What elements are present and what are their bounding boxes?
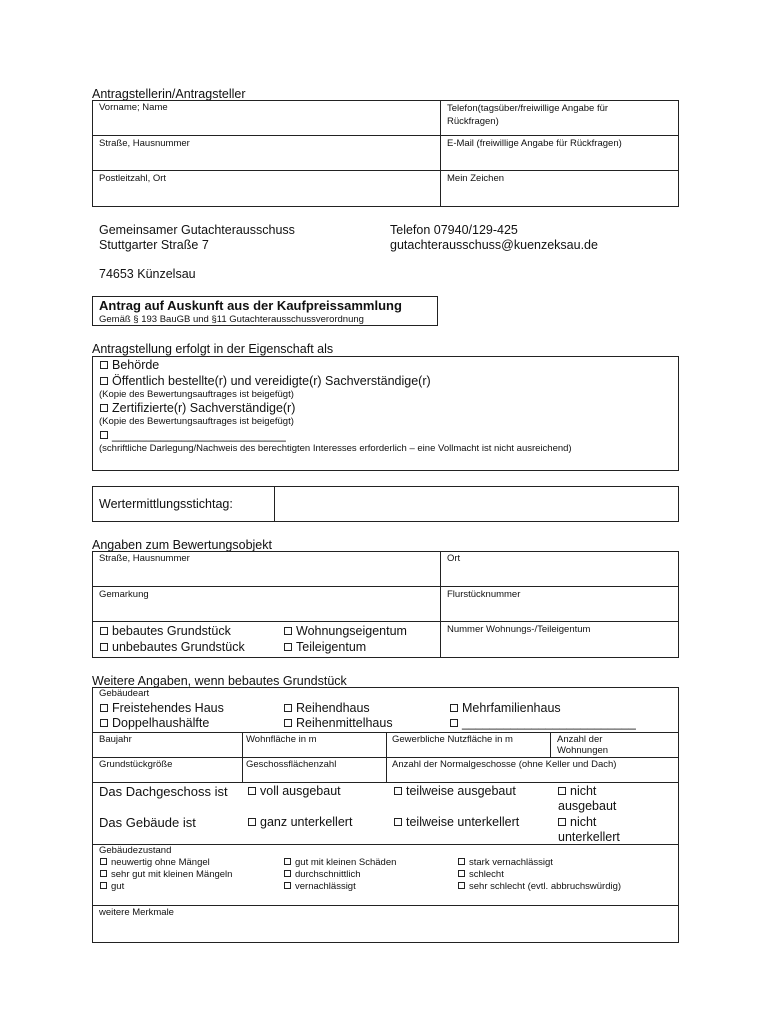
type-row-option[interactable] [284,701,370,716]
option-label: _________________________ [112,428,286,442]
year-field[interactable]: Baujahr [99,734,132,745]
attic-none-option[interactable] [558,784,596,799]
object-unbuilt-option[interactable] [100,640,245,655]
option-label: vernachlässigt [295,881,356,892]
checkbox-icon [100,858,107,865]
option-label: Behörde [112,358,160,372]
divider [92,782,679,783]
checkbox-icon [394,818,402,826]
checkbox-icon [100,627,108,635]
divider [92,757,679,758]
checkbox-icon [100,882,107,889]
object-built-option[interactable] [100,624,231,639]
capacity-note-interest: (schriftliche Darlegung/Nachweis des berechtigten Interesses erforderlich – eine Vollmacht ist nicht ausreichend) [99,443,572,454]
object-partial-option[interactable] [284,640,366,655]
object-apartment-option[interactable] [284,624,407,639]
object-place-field[interactable]: Ort [447,553,461,564]
cond-good-small-option[interactable] [284,857,396,869]
checkbox-icon [100,431,108,439]
checkbox-icon [458,882,465,889]
option-label: unbebautes Grundstück [112,640,245,654]
divider [440,100,441,207]
capacity-note-copy1: (Kopie des Bewertungsauftrages ist beigefügt) [99,389,294,400]
object-unit-number-field[interactable]: Nummer Wohnungs-/Teileigentum [447,624,591,635]
checkbox-icon [458,858,465,865]
option-label: voll ausgebaut [260,784,341,798]
features-field[interactable]: weitere Merkmale [99,907,174,918]
phone-field[interactable]: Telefon(tagsüber/freiwillige Angabe für Rückfragen) [447,103,609,127]
request-title: Antrag auf Auskunft aus der Kaufpreissammlung [99,298,402,313]
floor-ratio-field[interactable]: Geschossflächenzahl [246,759,337,770]
living-area-field[interactable]: Wohnfläche in m [246,734,317,745]
option-label: Öffentlich bestellte(r) und vereidigte(r) Sachverständige(r) [112,374,431,388]
street-field[interactable]: Straße, Hausnummer [99,138,190,149]
checkbox-icon [558,787,566,795]
option-label: schlecht [469,869,504,880]
option-label: gut [111,881,125,892]
valuation-date-label: Wertermittlungsstichtag: [99,497,233,511]
option-label: sehr schlecht (evtl. abbruchswürdig) [469,881,622,892]
divider [92,905,679,906]
basement-none-option[interactable] [558,815,596,830]
valuation-date-input[interactable] [276,488,677,520]
reference-field[interactable]: Mein Zeichen [447,173,505,184]
option-label: sehr gut mit kleinen Mängeln [111,869,233,880]
type-multi-option[interactable] [450,701,561,716]
basement-full-option[interactable] [248,815,352,830]
option-label: Teileigentum [296,640,367,654]
cond-new-option[interactable] [100,857,210,869]
option-label: _________________________ [462,716,636,730]
type-other-option[interactable] [450,716,636,731]
type-midrow-option[interactable] [284,716,393,731]
option-label: Reihendhaus [296,701,370,715]
applicant-heading: Antragstellerin/Antragsteller [92,87,246,101]
object-street-field[interactable]: Straße, Hausnummer [99,553,190,564]
attic-partial-option[interactable] [394,784,516,799]
option-label: Mehrfamilienhaus [462,701,561,715]
cond-neglected-option[interactable] [284,881,356,893]
cond-heavily-neglected-option[interactable] [458,857,553,869]
capacity-other-option[interactable] [100,428,286,443]
option-label: stark vernachlässigt [469,857,553,868]
checkbox-icon [100,719,108,727]
building-heading: Weitere Angaben, wenn bebautes Grundstück [92,674,347,688]
checkbox-icon [394,787,402,795]
checkbox-icon [248,787,256,795]
divider [92,844,679,845]
checkbox-icon [100,404,108,412]
cond-very-bad-option[interactable] [458,881,621,893]
option-label: ganz unterkellert [260,815,353,829]
checkbox-icon [284,882,291,889]
divider [92,621,679,622]
checkbox-icon [100,870,107,877]
checkbox-icon [284,870,291,877]
basement-partial-option[interactable] [394,815,519,830]
object-parcel-field[interactable]: Flurstücknummer [447,589,521,600]
recipient-email: gutachterausschuss@kuenzeksau.de [390,238,598,252]
capacity-certified-option[interactable] [100,401,295,416]
cond-bad-option[interactable] [458,869,504,881]
divider [92,586,679,587]
commercial-area-field[interactable]: Gewerbliche Nutzfläche in m [392,734,513,745]
units-field-line1[interactable]: Anzahl der [557,734,603,745]
checkbox-icon [100,361,108,369]
option-label: neuwertig ohne Mängel [111,857,210,868]
type-detached-option[interactable] [100,701,224,716]
checkbox-icon [100,704,108,712]
divider [550,732,551,757]
condition-label: Gebäudezustand [99,845,172,856]
building-type-label: Gebäudeart [99,688,150,699]
basement-label: Das Gebäude ist [99,815,196,830]
cond-very-good-option[interactable] [100,869,232,881]
option-label: Freistehendes Haus [112,701,224,715]
checkbox-icon [284,627,292,635]
capacity-heading: Antragstellung erfolgt in der Eigenschaft als [92,342,334,356]
checkbox-icon [450,719,458,727]
basement-none-option-line2: unterkellert [558,830,620,844]
checkbox-icon [558,818,566,826]
divider [440,551,441,658]
divider [92,170,679,171]
floors-field[interactable]: Anzahl der Normalgeschosse (ohne Keller und Dach) [392,759,617,770]
option-label: bebautes Grundstück [112,624,231,638]
object-district-field[interactable]: Gemarkung [99,589,149,600]
recipient-name: Gemeinsamer Gutachterausschuss [99,223,295,237]
option-label: teilweise ausgebaut [406,784,516,798]
option-label: Reihenmittelhaus [296,716,393,730]
email-field[interactable]: E-Mail (freiwillige Angabe für Rückfragen) [447,138,622,149]
checkbox-icon [284,719,292,727]
type-semi-option[interactable] [100,716,209,731]
option-label: Doppelhaushälfte [112,716,210,730]
city-field[interactable]: Postleitzahl, Ort [99,173,167,184]
cond-good-option[interactable] [100,881,124,893]
option-label: nicht [570,815,597,829]
checkbox-icon [284,858,291,865]
option-label: gut mit kleinen Schäden [295,857,397,868]
cond-average-option[interactable] [284,869,360,881]
recipient-city: 74653 Künzelsau [99,267,196,281]
checkbox-icon [100,377,108,385]
checkbox-icon [458,870,465,877]
recipient-street: Stuttgarter Straße 7 [99,238,209,252]
attic-label: Das Dachgeschoss ist [99,784,228,799]
attic-full-option[interactable] [248,784,341,799]
option-label: Wohnungseigentum [296,624,407,638]
option-label: Zertifizierte(r) Sachverständige(r) [112,401,296,415]
divider [92,135,679,136]
capacity-note-copy2: (Kopie des Bewertungsauftrages ist beigefügt) [99,416,294,427]
checkbox-icon [100,643,108,651]
request-subtitle: Gemäß § 193 BauGB und §11 Gutachterausschussverordnung [99,314,364,325]
option-label: durchschnittlich [295,869,361,880]
checkbox-icon [284,704,292,712]
name-field[interactable]: Vorname; Name [99,102,168,113]
attic-none-option-line2: ausgebaut [558,799,617,813]
checkbox-icon [284,643,292,651]
divider [274,486,275,522]
units-field-line2: Wohnungen [557,745,609,756]
recipient-phone: Telefon 07940/129-425 [390,223,518,237]
capacity-authority-option[interactable] [100,358,159,373]
plot-size-field[interactable]: Grundstückgröße [99,759,173,770]
checkbox-icon [450,704,458,712]
option-label: teilweise unterkellert [406,815,520,829]
capacity-expert-option[interactable] [100,374,431,389]
object-heading: Angaben zum Bewertungsobjekt [92,538,272,552]
checkbox-icon [248,818,256,826]
option-label: nicht [570,784,597,798]
